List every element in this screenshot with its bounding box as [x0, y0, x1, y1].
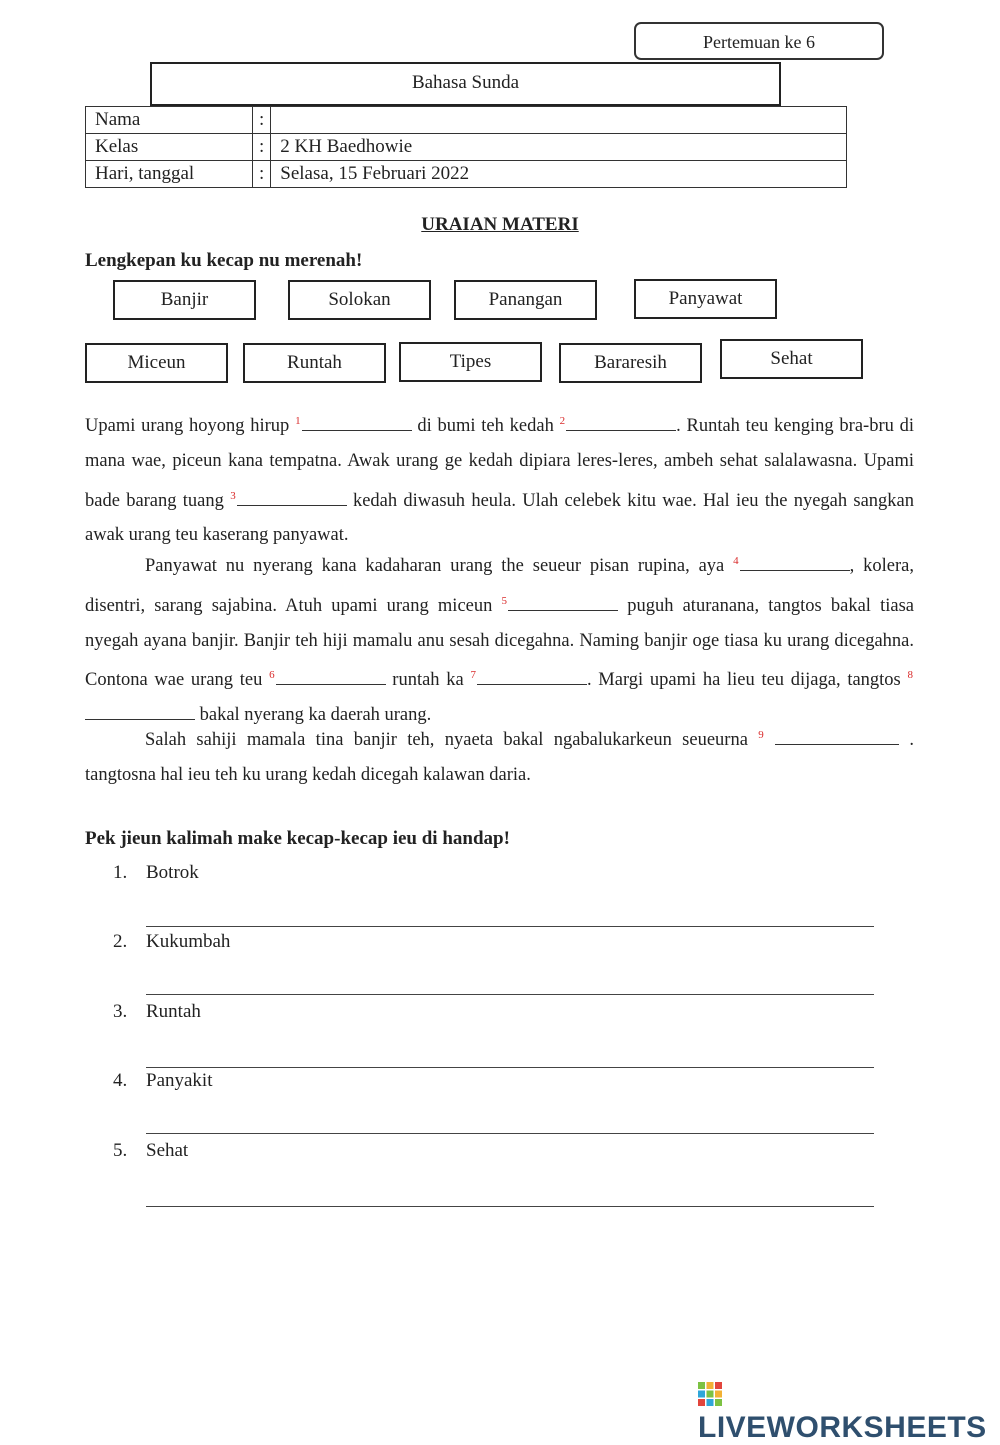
paragraph-1	[85, 404, 914, 553]
blank-1-input[interactable]	[302, 414, 412, 431]
info-label: Hari, tanggal	[86, 161, 253, 188]
word-bank-item[interactable]: Sehat	[720, 339, 863, 379]
instruction-fill-blanks: Lengkepan ku kecap nu merenah!	[85, 250, 363, 271]
info-row-class	[86, 134, 847, 161]
question-word: Botrok	[146, 862, 199, 883]
blank-number: 9	[758, 729, 764, 741]
answer-line-2[interactable]	[146, 994, 874, 995]
student-info-table	[85, 106, 847, 188]
question-word: Kukumbah	[146, 931, 231, 952]
blank-number: 3	[230, 489, 236, 502]
blank-7-input[interactable]	[477, 668, 587, 685]
section-title: URAIAN MATERI	[421, 214, 579, 235]
para-text: . tangtosna hal ieu teh ku urang kedah dicegah kalawan daria.	[85, 730, 915, 785]
answer-line-5[interactable]	[146, 1206, 874, 1207]
para-text: Upami urang hoyong hirup	[85, 416, 290, 436]
question-word: Panyakit	[146, 1070, 213, 1091]
para-text: Panyawat nu nyerang kana kadaharan urang the seueur pisan rupina, aya	[145, 556, 725, 576]
word-bank-item[interactable]: Runtah	[243, 343, 386, 383]
para-text: bakal nyerang ka daerah urang.	[195, 705, 432, 726]
para-text: puguh aturanana, tangtos bakal tiasa nyegah ayana banjir. Banjir teh hiji mamalu anu sesah dicegahna. Naming banjir oge tiasa ku urang dicegahna. Contona wae urang teu	[85, 595, 914, 691]
blank-number: 2	[559, 415, 566, 427]
paragraph-3	[85, 718, 914, 793]
word-bank-item[interactable]: Miceun	[85, 343, 228, 383]
word-bank-item[interactable]: Bararesih	[559, 343, 702, 383]
blank-number: 4	[733, 555, 739, 567]
question-number: 2.	[113, 931, 128, 952]
blank-number: 1	[295, 415, 301, 427]
blank-6-input[interactable]	[276, 668, 386, 685]
word-bank-item[interactable]: Tipes	[399, 342, 542, 382]
para-text: , kolera, disentri, sarang sajabina. Atuh upami urang miceun	[85, 556, 914, 616]
info-separator: :	[253, 134, 271, 161]
paragraph-2	[85, 544, 914, 733]
date-value: Selasa, 15 Februari 2022	[271, 161, 847, 188]
question-word: Sehat	[146, 1140, 189, 1161]
word-bank-item[interactable]: Banjir	[113, 280, 256, 320]
para-text: Salah sahiji mamala tina banjir teh, nyaeta bakal ngabalukarkeun seueurna	[145, 730, 748, 750]
blank-number: 7	[470, 669, 476, 682]
para-text: di bumi teh kedah	[411, 416, 554, 436]
answer-line-1[interactable]	[146, 926, 874, 927]
word-bank-item[interactable]: Panangan	[454, 280, 597, 320]
para-text: . Runtah teu kenging bra-bru di mana wae, piceun kana tempatna. Awak urang ge kedah dipiara leres-leres, ambeh sehat salalawasna. Upami bade barang tuang	[85, 416, 915, 511]
liveworksheets-brand	[698, 1377, 1000, 1444]
brand-text: LIVEWORKSHEETS	[698, 1411, 987, 1444]
meeting-number-box: Pertemuan ke 6	[634, 22, 884, 60]
info-label: Nama	[86, 107, 253, 134]
para-text: kedah diwasuh heula. Ulah celebek kitu wae. Hal ieu the nyegah sangkan awak urang teu kaserang panyawat.	[85, 490, 915, 546]
blank-number: 8	[907, 669, 913, 682]
blank-5-input[interactable]	[508, 594, 618, 611]
question-number: 3.	[113, 1001, 128, 1022]
blank-number: 6	[269, 669, 275, 682]
answer-line-3[interactable]	[146, 1067, 874, 1068]
info-label: Kelas	[86, 134, 253, 161]
blank-4-input[interactable]	[740, 554, 850, 571]
question-word: Runtah	[146, 1001, 201, 1022]
blank-2-input[interactable]	[566, 414, 676, 431]
liveworksheets-logo-icon	[698, 1382, 722, 1406]
blank-3-input[interactable]	[237, 489, 347, 506]
blank-number: 5	[501, 594, 508, 607]
question-number: 4.	[113, 1070, 128, 1091]
para-text: . Margi upami ha lieu teu dijaga, tangtos	[586, 670, 901, 691]
info-separator: :	[253, 107, 271, 134]
word-bank-item[interactable]: Panyawat	[634, 279, 777, 319]
blank-9-input[interactable]	[775, 728, 899, 745]
info-separator: :	[253, 161, 271, 188]
question-number: 1.	[113, 862, 128, 883]
word-bank-item[interactable]: Solokan	[288, 280, 431, 320]
instruction-make-sentences: Pek jieun kalimah make kecap-kecap ieu di handap!	[85, 828, 510, 849]
question-number: 5.	[113, 1140, 128, 1161]
class-value: 2 KH Baedhowie	[271, 134, 847, 161]
subject-title-box: Bahasa Sunda	[150, 62, 781, 106]
answer-line-4[interactable]	[146, 1133, 874, 1134]
info-row-date	[86, 161, 847, 188]
info-row-name	[86, 107, 847, 134]
name-field[interactable]	[271, 107, 847, 134]
para-text: runtah ka	[385, 670, 464, 691]
